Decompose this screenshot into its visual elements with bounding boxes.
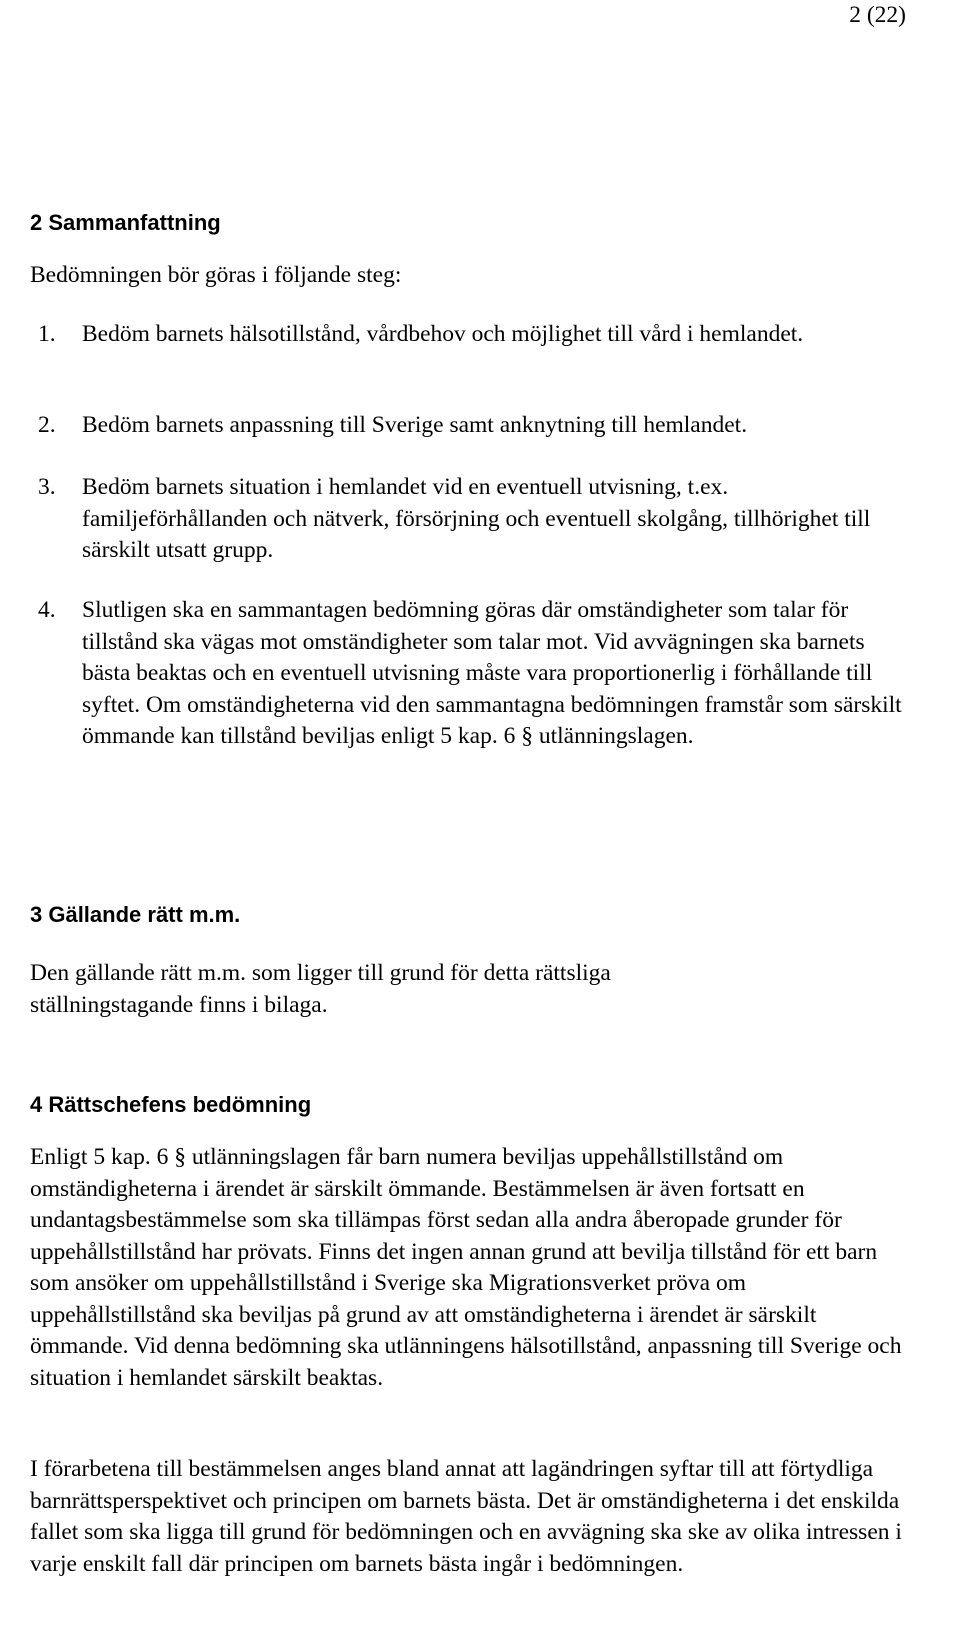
section-2-heading: 2 Sammanfattning bbox=[30, 210, 221, 235]
section-2-intro: Bedömningen bör göras i följande steg: bbox=[30, 262, 402, 288]
step-number: 3. bbox=[38, 474, 56, 500]
section-3-heading: 3 Gällande rätt m.m. bbox=[30, 902, 241, 927]
step-item-1 bbox=[38, 319, 910, 351]
step-text: Bedöm barnets anpassning till Sverige samt anknytning till hemlandet. bbox=[82, 412, 748, 438]
step-item-4 bbox=[38, 595, 910, 753]
step-number: 1. bbox=[38, 321, 56, 347]
section-3-body: Den gällande rätt m.m. som ligger till grund för detta rättsliga ställningstagande finns i bilaga. bbox=[30, 960, 611, 1018]
section-4-heading: 4 Rättschefens bedömning bbox=[30, 1092, 312, 1117]
step-text: Bedöm barnets hälsotillstånd, vårdbehov och möjlighet till vård i hemlandet. bbox=[82, 321, 804, 347]
section-4-paragraph-2: I förarbetena till bestämmelsen anges bland annat att lagändringen syftar till att förtydliga barnrättsperspektivet och principen om barnets bästa. Det är omständigheterna i det enskilda fallet som ska ligga till grund för bedömningen och en avvägning ska ske av olika intressen i varje enskilt fall där principen om barnets bästa ingår i bedömningen. bbox=[30, 1456, 902, 1577]
step-text: Slutligen ska en sammantagen bedömning göras där omständigheter som talar för tillstånd ska vägas mot omständigheter som talar mot. Vid avvägningen ska barnets bästa beaktas och en eventuell utvisning måste vara proportionerlig i förhållande till syftet. Om omständigheterna vid den sammantagna bedömningen framstår som särskilt ömmande kan tillstånd beviljas enligt 5 kap. 6 § utlänningslagen. bbox=[82, 597, 902, 749]
step-text: Bedöm barnets situation i hemlandet vid en eventuell utvisning, t.ex. familjeförhållanden och nätverk, försörjning och eventuell skolgång, tillhörighet till särskilt utsatt grupp. bbox=[82, 474, 871, 563]
step-item-3 bbox=[38, 472, 910, 567]
step-number: 4. bbox=[38, 597, 56, 623]
page-number: 2 (22) bbox=[849, 2, 906, 28]
section-4-paragraph-1: Enligt 5 kap. 6 § utlänningslagen får barn numera beviljas uppehållstillstånd om omständigheterna i ärendet är särskilt ömmande. Bestämmelsen är även fortsatt en undantagsbestämmelse som ska tillämpas först sedan alla andra åberopade grunder för uppehållstillstånd har prövats. Finns det ingen annan grund att bevilja tillstånd för ett barn som ansöker om uppehållstillstånd i Sverige ska Migrationsverket pröva om uppehållstillstånd ska beviljas på grund av att omständigheterna i ärendet är särskilt ömmande. Vid denna bedömning ska utlänningens hälsotillstånd, anpassning till Sverige och situation i hemlandet särskilt beaktas. bbox=[30, 1144, 902, 1391]
step-item-2 bbox=[38, 410, 910, 442]
step-number: 2. bbox=[38, 412, 56, 438]
